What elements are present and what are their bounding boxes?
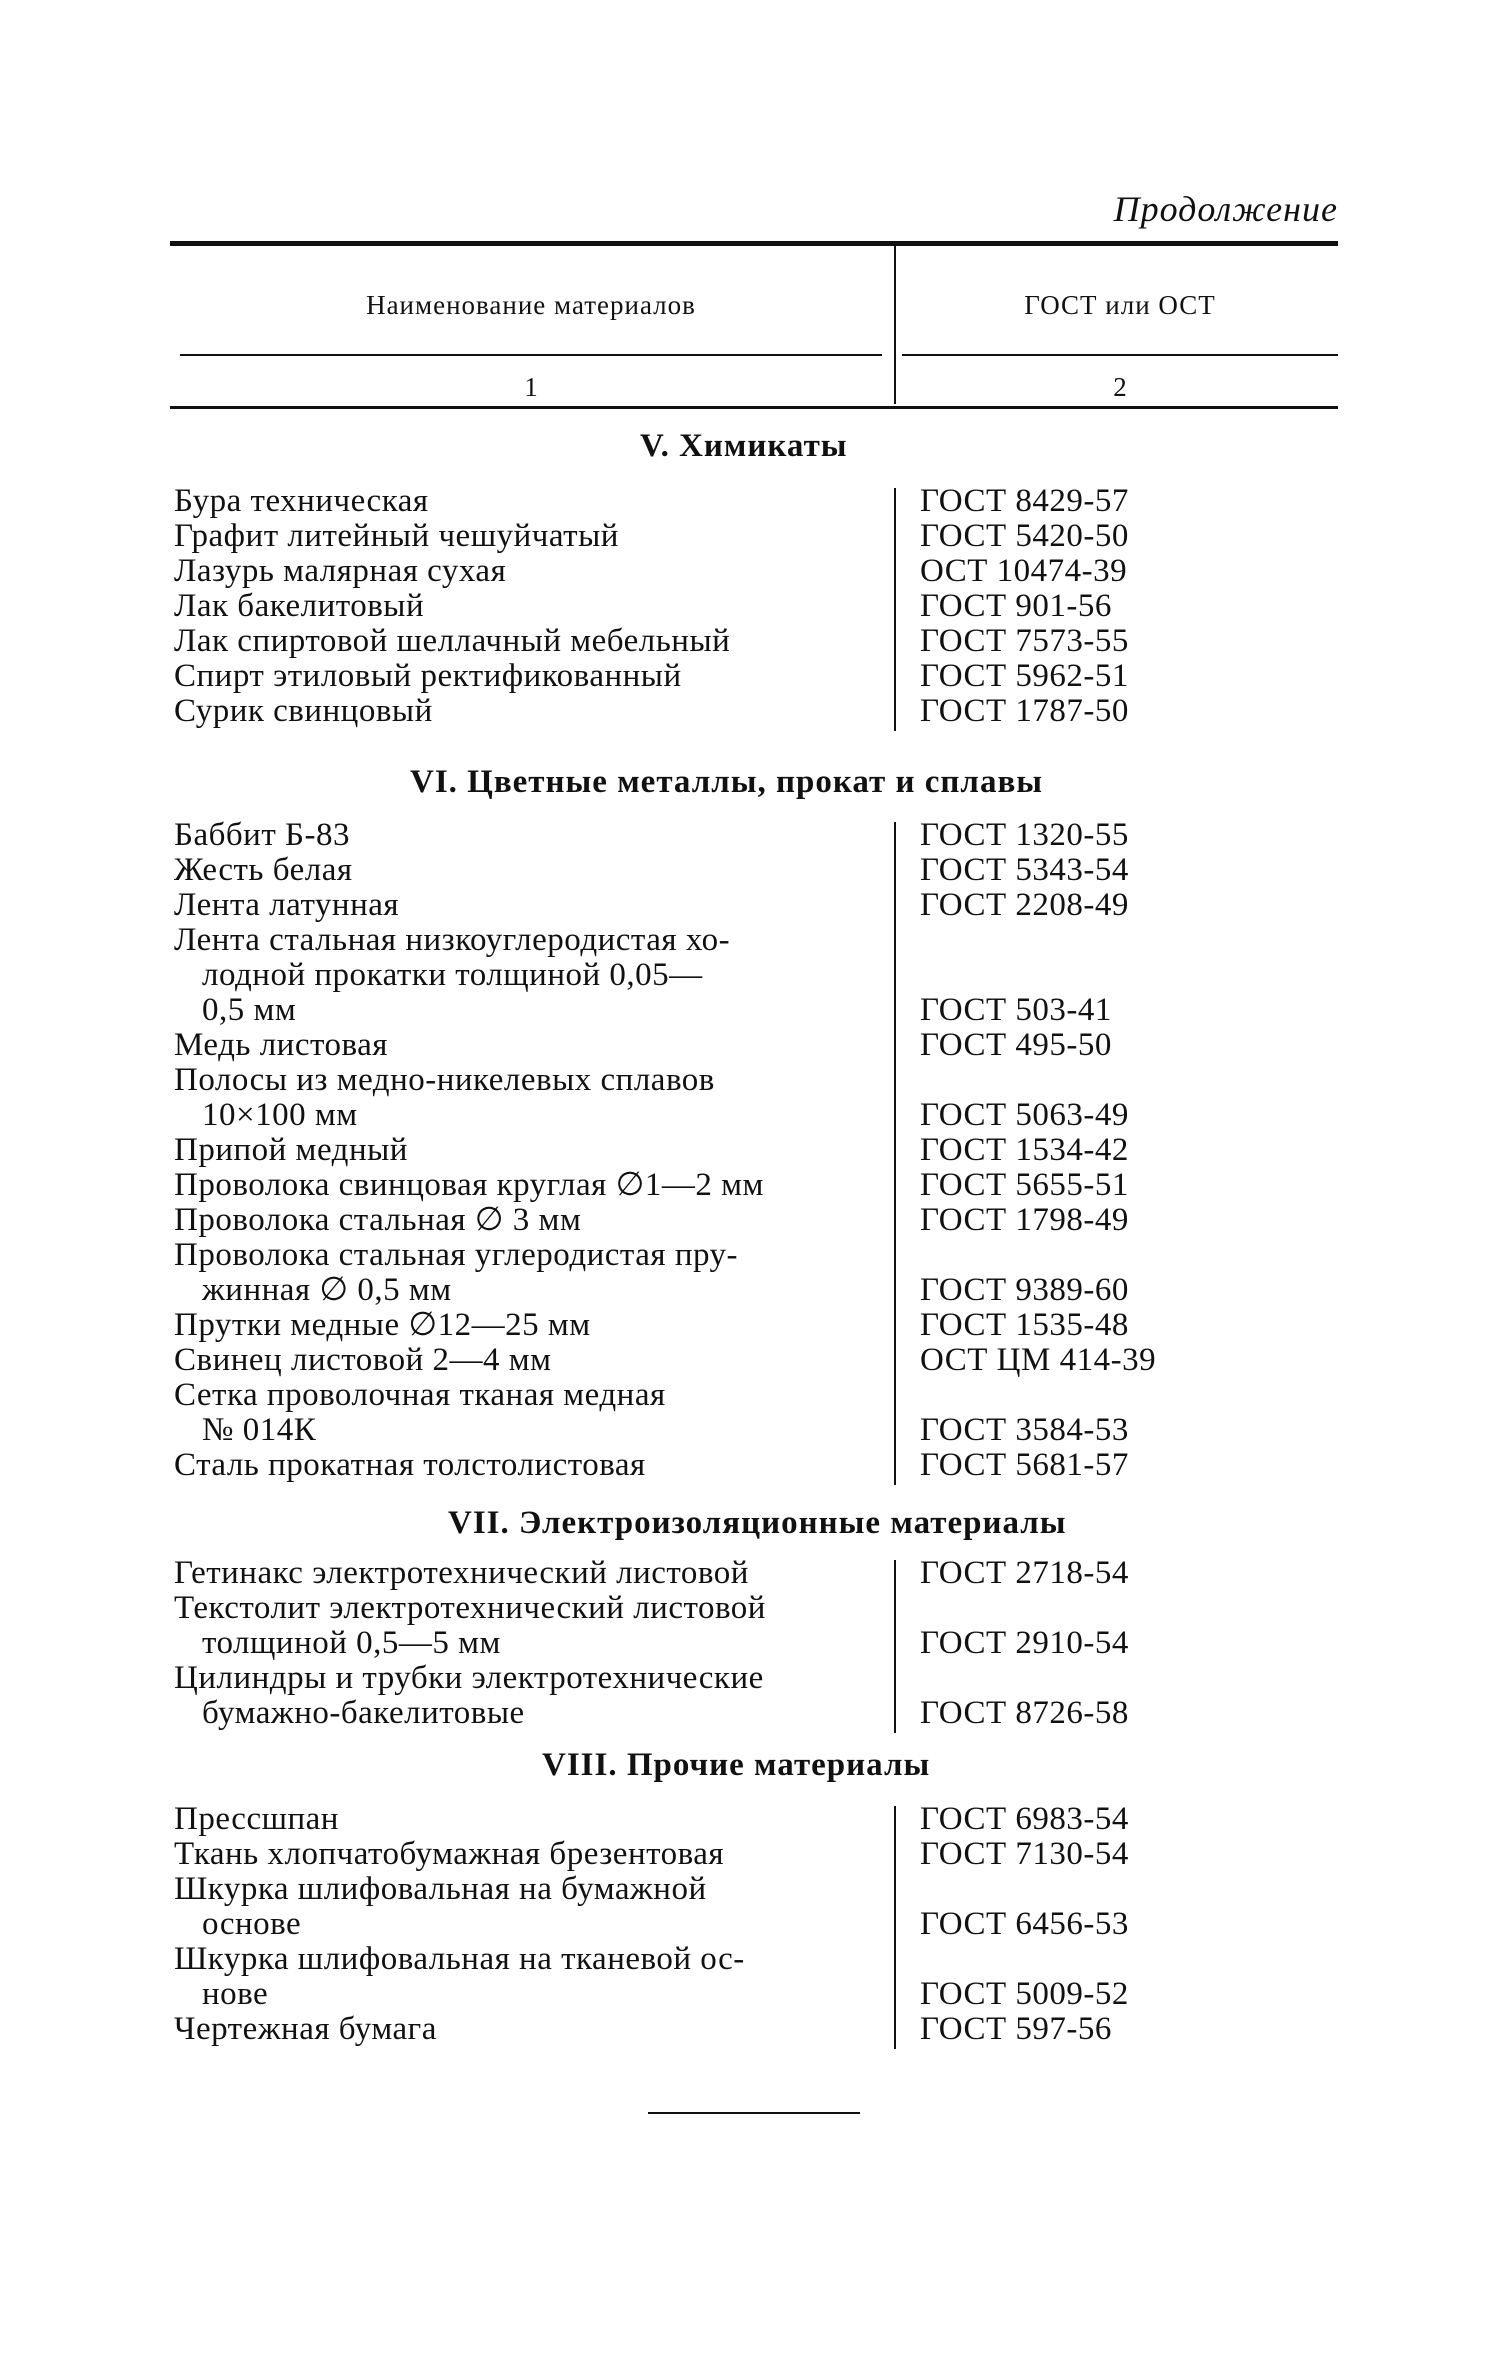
material-name-line: Графит литейный чешуйчатый (174, 518, 619, 554)
table-row (174, 923, 1354, 1028)
gost-number: ГОСТ 1535-48 (920, 1307, 1129, 1343)
material-name-line: Лазурь малярная сухая (174, 553, 507, 589)
table-row (174, 1343, 1354, 1378)
gost-number: ГОСТ 1798-49 (920, 1202, 1129, 1238)
gost-number: ГОСТ 7130-54 (920, 1836, 1129, 1872)
material-name-line: Проволока стальная ∅ 3 мм (174, 1202, 582, 1238)
material-name-line: Лак спиртовой шеллачный мебельный (174, 623, 731, 659)
gost-number: ГОСТ 2910-54 (920, 1625, 1129, 1661)
material-name-line: № 014К (202, 1412, 317, 1448)
material-name-line: Текстолит электротехнический листовой (174, 1590, 766, 1626)
material-name-line: Гетинакс электротехнический листовой (174, 1555, 749, 1591)
gost-number: ГОСТ 6983-54 (920, 1801, 1129, 1837)
gost-number: ОСТ 10474-39 (920, 553, 1128, 589)
gost-number: ГОСТ 5681-57 (920, 1447, 1129, 1483)
section-rows (174, 818, 1354, 1483)
table-row (174, 694, 1354, 729)
material-name-line: Проволока свинцовая круглая ∅1—2 мм (174, 1167, 764, 1203)
table-row (174, 853, 1354, 888)
table-row (174, 484, 1354, 519)
material-name-line: Сталь прокатная толстолистовая (174, 1447, 646, 1483)
gost-number: ГОСТ 6456-53 (920, 1906, 1129, 1942)
section-rows (174, 484, 1354, 729)
material-name-line: Лента латунная (174, 887, 400, 923)
table-row (174, 1837, 1354, 1872)
gost-number: ГОСТ 503-41 (920, 992, 1112, 1028)
section-rows (174, 1556, 1354, 1731)
column-header-gost: ГОСТ или ОСТ (1024, 290, 1216, 320)
column-number-2: 2 (1113, 372, 1127, 402)
column-divider (894, 488, 896, 731)
table-row (174, 1802, 1354, 1837)
material-name-line: жинная ∅ 0,5 мм (202, 1272, 452, 1308)
section-title: VII. Электроизоляционные материалы (448, 1505, 1067, 1541)
section-title: VIII. Прочие материалы (542, 1747, 931, 1783)
material-name-line: Медь листовая (174, 1027, 388, 1063)
material-name-line: Цилиндры и трубки электротехнические (174, 1660, 764, 1696)
table-row (174, 554, 1354, 589)
material-name-line: Ткань хлопчатобумажная брезентовая (174, 1836, 725, 1872)
table-row (174, 888, 1354, 923)
material-name-line: Лак бакелитовый (174, 588, 425, 624)
table-row (174, 2012, 1354, 2047)
header-bottom-rule (170, 406, 1338, 409)
gost-number: ГОСТ 597-56 (920, 2011, 1112, 2047)
gost-number: ГОСТ 5420-50 (920, 518, 1129, 554)
table-row (174, 1063, 1354, 1133)
gost-number: ГОСТ 9389-60 (920, 1272, 1129, 1308)
end-rule (648, 2112, 860, 2114)
gost-number: ГОСТ 1787-50 (920, 693, 1129, 729)
table-row (174, 1378, 1354, 1448)
section-title: VI. Цветные металлы, прокат и сплавы (410, 764, 1044, 800)
material-name-line: основе (202, 1906, 302, 1942)
material-name-line: лодной прокатки толщиной 0,05— (202, 957, 703, 993)
material-name-line: Баббит Б-83 (174, 817, 350, 853)
header-sub-rule-left (180, 354, 882, 356)
table-row (174, 519, 1354, 554)
gost-number: ГОСТ 2718-54 (920, 1555, 1129, 1591)
table-row (174, 1591, 1354, 1661)
material-name-line: Прутки медные ∅12—25 мм (174, 1307, 591, 1343)
material-name-line: бумажно-бакелитовые (202, 1695, 525, 1731)
table-row (174, 1448, 1354, 1483)
material-name-line: Лента стальная низкоуглеродистая хо- (174, 922, 731, 958)
material-name-line: Полосы из медно-никелевых сплавов (174, 1062, 715, 1098)
table-row (174, 1661, 1354, 1731)
gost-number: ГОСТ 5962-51 (920, 658, 1129, 694)
gost-number: ГОСТ 5063-49 (920, 1097, 1129, 1133)
continuation-label: Продолжение (1113, 189, 1338, 229)
material-name-line: Чертежная бумага (174, 2011, 437, 2047)
gost-number: ГОСТ 8429-57 (920, 483, 1129, 519)
material-name-line: Шкурка шлифовальная на тканевой ос- (174, 1941, 745, 1977)
material-name-line: толщиной 0,5—5 мм (202, 1625, 501, 1661)
gost-number: ГОСТ 5343-54 (920, 852, 1129, 888)
section-rows (174, 1802, 1354, 2047)
gost-number: ГОСТ 7573-55 (920, 623, 1129, 659)
material-name-line: Шкурка шлифовальная на бумажной (174, 1871, 707, 1907)
table-row (174, 589, 1354, 624)
material-name-line: 10×100 мм (202, 1097, 358, 1133)
column-header-materials: Наименование материалов (366, 290, 696, 320)
gost-number: ОСТ ЦМ 414-39 (920, 1342, 1157, 1378)
material-name-line: Спирт этиловый ректификованный (174, 658, 682, 694)
column-number-1: 1 (524, 372, 538, 402)
table-row (174, 818, 1354, 853)
gost-number: ГОСТ 1320-55 (920, 817, 1129, 853)
table-row (174, 1168, 1354, 1203)
material-name-line: нове (202, 1976, 269, 2012)
material-name-line: Свинец листовой 2—4 мм (174, 1342, 552, 1378)
table-row (174, 1203, 1354, 1238)
material-name-line: Жесть белая (174, 852, 353, 888)
table-row (174, 1872, 1354, 1942)
table-row (174, 1028, 1354, 1063)
table-row (174, 659, 1354, 694)
section-title: V. Химикаты (640, 428, 848, 464)
table-row (174, 1308, 1354, 1343)
material-name-line: Сетка проволочная тканая медная (174, 1377, 666, 1413)
gost-number: ГОСТ 495-50 (920, 1027, 1112, 1063)
table-row (174, 1942, 1354, 2012)
column-divider (894, 822, 896, 1485)
table-row (174, 1238, 1354, 1308)
gost-number: ГОСТ 1534-42 (920, 1132, 1129, 1168)
column-divider (894, 1560, 896, 1733)
header-sub-rule-right (902, 354, 1338, 356)
table-top-rule (170, 241, 1338, 246)
table-row (174, 1556, 1354, 1591)
column-divider (894, 1806, 896, 2049)
gost-number: ГОСТ 2208-49 (920, 887, 1129, 923)
material-name-line: Проволока стальная углеродистая пру- (174, 1237, 739, 1273)
material-name-line: Бура техническая (174, 483, 429, 519)
table-row (174, 1133, 1354, 1168)
material-name-line: 0,5 мм (202, 992, 297, 1028)
gost-number: ГОСТ 5009-52 (920, 1976, 1129, 2012)
gost-number: ГОСТ 8726-58 (920, 1695, 1129, 1731)
header-column-divider (894, 246, 896, 404)
material-name-line: Сурик свинцовый (174, 693, 433, 729)
gost-number: ГОСТ 5655-51 (920, 1167, 1129, 1203)
gost-number: ГОСТ 901-56 (920, 588, 1112, 624)
material-name-line: Прессшпан (174, 1801, 339, 1837)
gost-number: ГОСТ 3584-53 (920, 1412, 1129, 1448)
material-name-line: Припой медный (174, 1132, 408, 1168)
table-row (174, 624, 1354, 659)
